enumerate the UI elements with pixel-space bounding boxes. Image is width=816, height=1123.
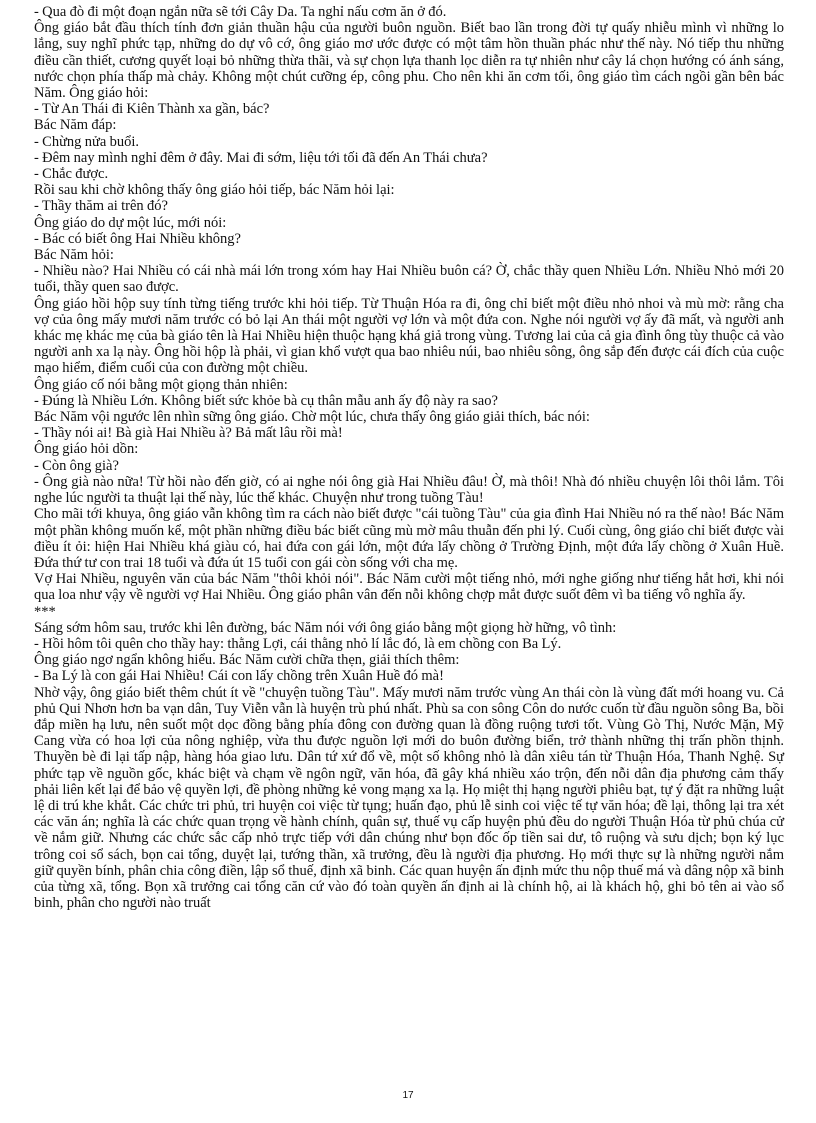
dialogue-line: - Nhiều nào? Hai Nhiều có cái nhà mái lớn trong xóm hay Hai Nhiều buôn cá? Ờ, chắc thầy quen Nhiều Lớn. Nhiều Nhỏ mới 20 tuổi, thầy quen sao được. [34,263,784,296]
dialogue-line: - Chắc được. [34,166,109,183]
paragraph: Ông giáo do dự một lúc, mới nói: [34,214,227,231]
paragraph: Bác Năm đáp: [34,117,117,134]
dialogue-line: - Đúng là Nhiều Lớn. Không biết sức khỏe bà cụ thân mẫu anh ấy độ này ra sao? [34,392,498,409]
paragraph: Vợ Hai Nhiều, nguyên văn của bác Năm "thôi khỏi nói". Bác Năm cười một tiếng nhỏ, mới nghe giống như tiếng hắt hơi, khi nói qua loa như vậy về người vợ Hai Nhiều. Ông giáo phân vân đến nỗi không chợp mắt được suốt đêm vì ba tiếng vô nghĩa ấy. [34,571,784,604]
dialogue-line: - Hồi hôm tôi quên cho thầy hay: thằng Lợi, cái thằng nhỏ lí lắc đó, là em chồng con Ba Lý. [34,635,562,652]
paragraph: Bác Năm hỏi: [34,247,114,264]
page-number: 17 [402,1090,414,1101]
paragraph: Bác Năm vội ngước lên nhìn sững ông giáo. Chờ một lúc, chưa thấy ông giáo giải thích, bác nói: [34,409,590,426]
paragraph: Ông giáo hỏi dồn: [34,441,139,458]
paragraph: Sáng sớm hôm sau, trước khi lên đường, bác Năm nói với ông giáo bằng một giọng hờ hững, vô tình: [34,619,617,636]
paragraph: Nhờ vậy, ông giáo biết thêm chút ít về "chuyện tuồng Tàu". Mấy mươi năm trước vùng An thái còn là vùng đất mới hoang vu. Cả phủ Qui Nhơn hơn ba vạn dân, Tuy Viễn vẫn là huyện trù phú nhất. Phù sa con sông Côn do nước cuốn từ đầu nguồn sông Ba, bồi đắp miền hạ lưu, nên suốt một dọc đồng bằng phía đông con đường quan là đồng ruộng tươi tốt. Vùng Gò Thị, Nước Mặn, Mỹ Cang vừa có hoa lợi của nông nghiệp, vừa thu được nguồn lợi mới do buôn đường biển, trở thành những thị trấn phồn thịnh. Thuyền bè đi lại tấp nập, hàng hóa giao lưu. Dân tứ xứ đổ về, một số không nhỏ là dân xiêu tán từ Thuận Hóa, Thanh Nghệ. Sự phức tạp về nguồn gốc, khác biệt và chạm về ngôn ngữ, văn hóa, đã gây khá nhiều xáo trộn, đến nỗi dân địa phương cảm thấy phải liên kết lại để bảo vệ quyền lợi, đề phòng những kẻ vong mạng xa lạ. Họ miệt thị hạng người phiêu bạt, tự ý đặt ra những luật lệ di trú khe khắt. Các chức tri phủ, tri huyện coi việc từ tụng; huấn đạo, phủ lễ sinh coi việc tế tự văn hóa; đề lại, thông lại tra xét các văn án; nghĩa là các chức quan trọng về hành chính, quân sự, thuế vụ cấp huyện phủ đều do người Thuận Hóa từ phủ chúa cử về nắm giữ. Nhưng các chức sắc cấp nhỏ trực tiếp với dân chúng như bọn đốc ốp tiền sai dư, tô ruộng và sưu dịch; bọn ký lục trông coi sổ sách, bọn cai tổng, duyệt lại, tướng thần, xã trưởng, đều là người địa phương. Họ mới thực sự là những người nắm giữ quyền bính, phân chia công điền, lập sổ thuế, định xã binh. Các quan huyện ấn định mức thu nộp thuế má và dâng nộp xã binh của từng xã, tổng. Bọn xã trưởng cai tổng căn cứ vào đó toàn quyền ấn định ai là chính hộ, ai là khách hộ, ghi bỏ tên ai vào sổ binh, phân cho người nào truất [34,684,784,912]
dialogue-line: - Thầy nói ai! Bà già Hai Nhiều à? Bả mất lâu rồi mà! [34,425,343,442]
dialogue-line: - Đêm nay mình nghỉ đêm ở đây. Mai đi sớm, liệu tới tối đã đến An Thái chưa? [34,149,488,166]
dialogue-line: - Chừng nửa buổi. [34,133,140,150]
document-body [34,4,784,911]
paragraph: Ông giáo cố nói bằng một giọng thản nhiên: [34,376,288,393]
dialogue-line: - Ông già nào nữa! Từ hồi nào đến giờ, có ai nghe nói ông già Hai Nhiều đâu! Ờ, mà thôi! Nhà đó nhiều chuyện lôi thôi lắm. Tôi nghe lúc người ta thuật lại thế này, lúc thế khác. Chuyện như trong tuồng Tàu! [34,473,784,507]
section-separator: *** [34,603,56,620]
paragraph: - Qua đò đi một đoạn ngắn nữa sẽ tới Cây Da. Ta nghỉ nấu cơm ăn ở đó. [34,4,447,20]
dialogue-line: - Bác có biết ông Hai Nhiều không? [34,230,241,247]
dialogue-line: - Thầy thăm ai trên đó? [34,198,168,215]
paragraph: Ông giáo bắt đầu thích tính đơn giản thuần hậu của người buôn nguồn. Biết bao lần trong đời tự quấy nhiễu mình vì những lo lắng, suy nghĩ phức tạp, những do dự vô cớ, ông giáo mơ ước được có một tâm hồn thuần phác như thế này. Nó tiếp thu những điều cần thiết, cương quyết loại bỏ những thừa thãi, và sự chọn lựa thanh lọc diễn ra tự nhiên như cây lá chọn hướng có ánh sáng, nước chọn phía thấp mà chảy. Không một chút cưỡng ép, công phu. Cho nên khi ăn cơm tối, ông giáo tìm cách ngồi gần bên bác Năm. Ông giáo hỏi: [34,20,784,102]
paragraph: Rồi sau khi chờ không thấy ông giáo hỏi tiếp, bác Năm hỏi lại: [34,182,395,199]
dialogue-line: - Ba Lý là con gái Hai Nhiều! Cái con lấy chồng trên Xuân Huề đó mà! [34,668,444,685]
paragraph: Ông giáo hồi hộp suy tính từng tiếng trước khi hỏi tiếp. Từ Thuận Hóa ra đi, ông chỉ biết một điều nhỏ nhoi và mù mờ: rằng cha vợ của ông mấy mươi năm trước có bỏ lại An thái một người vợ lớn và một đứa con. Nghe nói người vợ ấy đã mất, và người anh khác mẹ khác mẹ của bà giáo tên là Hai Nhiều hiện thuộc hạng khá giả trong vùng. Tương lai của cả gia đình ông tùy thuộc cả vào người anh xa lạ này. Ông hồi hộp là phải, vì gian khổ vượt qua bao nhiêu núi, bao nhiêu sông, ông sắp đến được cái đích của cuộc mạo hiểm, điểm cuối của con đường một chiều. [34,295,784,377]
paragraph: Cho mãi tới khuya, ông giáo vẫn không tìm ra cách nào biết được "cái tuồng Tàu" của gia đình Hai Nhiều nó ra thế nào! Bác Năm một phần không muốn kể, một phần những điều bác biết cũng mù mờ mâu thuẫn đến phi lý. Cuối cùng, ông giáo chỉ biết được vài điều ít ỏi: hiện Hai Nhiều khá giàu có, hai đứa con gái lớn, một đứa lấy chồng ở Trường Định, một đứa lấy chồng ở Xuân Huề. Đứa thứ tư con trai 18 tuổi và đứa út 15 tuổi con gái còn sống với cha mẹ. [34,506,784,571]
paragraph: Ông giáo ngơ ngẩn không hiểu. Bác Năm cười chữa thẹn, giải thích thêm: [34,652,460,669]
dialogue-line: - Còn ông già? [34,457,119,474]
dialogue-line: - Từ An Thái đi Kiên Thành xa gần, bác? [34,101,270,118]
